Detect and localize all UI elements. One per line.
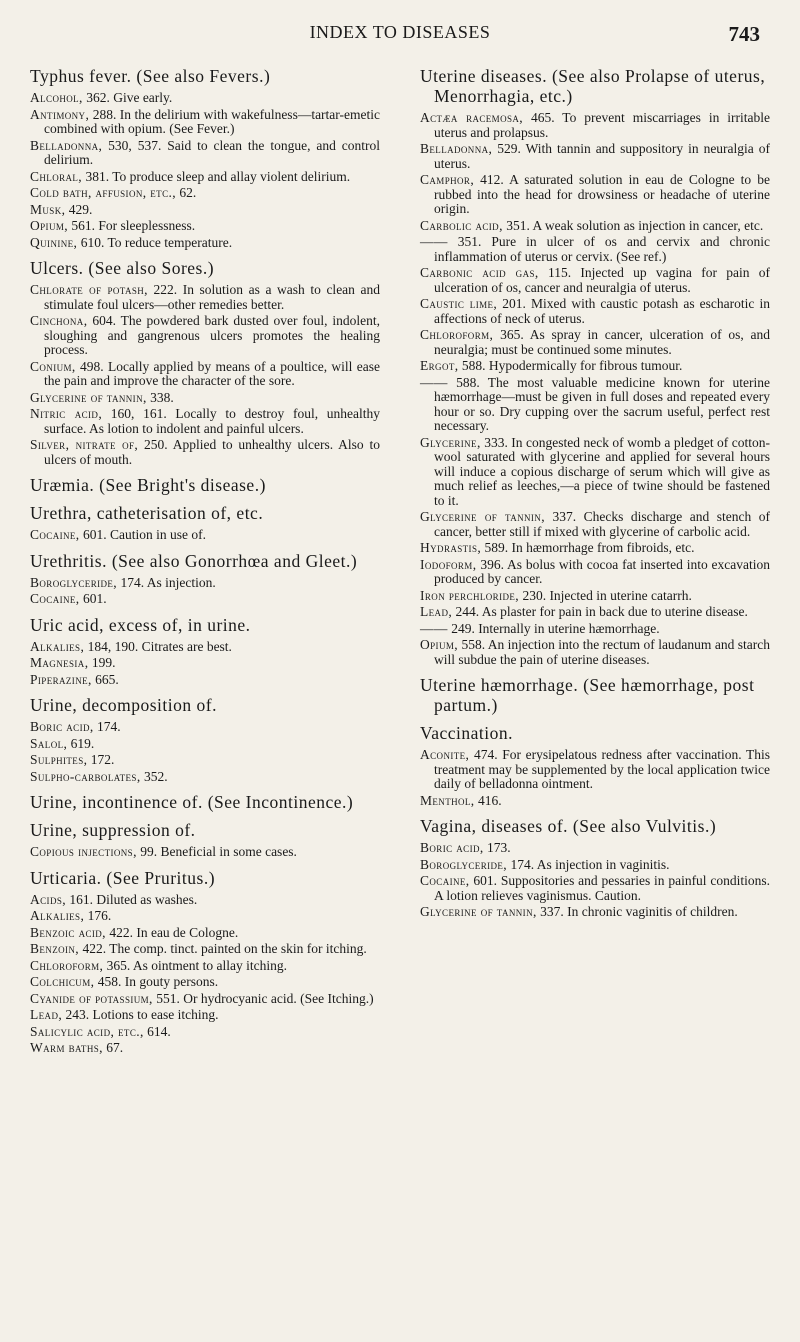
remedy-name: Menthol, [420, 792, 475, 808]
entry-text: 365. As ointment to allay itching. [103, 957, 288, 973]
entry-text: 337. Checks discharge and stench of cancer, better still if mixed with glycerine of carbolic acid. [434, 509, 771, 539]
entry-text: 160, 161. Locally to destroy foul, unhealthy surface. As lotion to indolent and painful ulcers. [44, 406, 380, 436]
remedy-name: Piperazine, [30, 671, 92, 687]
index-entry [30, 893, 380, 908]
index-entry [420, 219, 770, 234]
remedy-name: Glycerine, [420, 434, 481, 450]
remedy-name: Glycerine of tannin, [30, 389, 147, 405]
index-entry [420, 297, 770, 326]
index-heading: Uræmia. (See Bright's disease.) [30, 475, 266, 495]
entry-text: 458. In gouty persons. [94, 974, 219, 989]
entry-text: 161. Diluted as washes. [66, 891, 198, 907]
entry-text: 416. [474, 792, 502, 808]
index-entry [420, 589, 770, 604]
remedy-name: Musk, [30, 201, 66, 217]
index-entry [30, 576, 380, 591]
remedy-name: Belladonna, [30, 137, 103, 153]
index-entry [30, 528, 380, 543]
entry-text: 351. A weak solution as injection in cancer, etc. [502, 217, 764, 233]
entry-text: 601. Caution in use of. [79, 527, 206, 542]
remedy-name: Nitric acid, [30, 406, 103, 421]
remedy-name: Carbolic acid, [420, 217, 503, 233]
entry-text: 176. [84, 908, 112, 923]
entry-text: 601. Suppositories and pessaries in painful conditions. A lotion relieves vaginismus. Caution. [434, 873, 770, 903]
entry-text: 288. In the delirium with wakefulness—tartar-emetic combined with opium. (See Fever.) [44, 106, 380, 136]
page-number: 743 [728, 22, 760, 46]
entry-text: 614. [143, 1023, 171, 1039]
index-entry [420, 436, 770, 509]
remedy-name: Alkalies, [30, 638, 85, 654]
remedy-name: Benzoic acid, [30, 924, 106, 940]
running-title: INDEX TO DISEASES [309, 22, 491, 42]
index-entry [420, 622, 770, 637]
index-entry [420, 111, 770, 140]
index-entry [30, 314, 380, 358]
index-entry [420, 173, 770, 217]
index-entry [420, 558, 770, 587]
index-heading: Uterine hæmorrhage. (See hæmorrhage, post partum.) [420, 675, 755, 715]
entry-text: 99. Beneficial in some cases. [136, 844, 297, 859]
entry-text: 351. Pure in ulcer of os and cervix and chronic inflammation of uterus or cervix. (See ref.) [434, 234, 770, 264]
remedy-name: Camphor, [420, 172, 475, 187]
entry-text: 174. [93, 719, 121, 734]
index-heading: Urine, suppression of. [30, 820, 196, 840]
remedy-name: Boric acid, [420, 840, 484, 855]
index-entry [30, 959, 380, 974]
remedy-name: Iron perchloride, [420, 587, 520, 603]
index-entry [420, 328, 770, 357]
remedy-name: Opium, [420, 637, 459, 652]
remedy-name: Belladonna, [420, 141, 493, 156]
remedy-name: Ergot, [420, 358, 459, 373]
remedy-name: Cocaine, [420, 873, 470, 888]
remedy-name: Chloral, [30, 168, 83, 184]
index-entry [30, 1008, 380, 1023]
entry-text: 396. As bolus with cocoa fat inserted into excavation produced by cancer. [434, 556, 770, 586]
index-entry [420, 142, 770, 171]
entry-text: 589. In hæmorrhage from fibroids, etc. [481, 540, 695, 555]
index-entry [420, 905, 770, 920]
remedy-name: Quinine, [30, 234, 78, 250]
index-entry [30, 673, 380, 688]
entry-text: 530, 537. Said to clean the tongue, and control delirium. [44, 137, 380, 167]
remedy-name: Opium, [30, 218, 69, 233]
remedy-name: Colchicum, [30, 974, 95, 989]
remedy-name: Lead, [420, 604, 453, 619]
entry-text: 588. The most valuable medicine known for uterine hæmorrhage—must be given in full doses and repeated every hour or so. Dry cupping over the sacrum useful, perfect rest necessary. [434, 374, 770, 433]
remedy-name: Sulpho-carbolates, [30, 768, 141, 784]
index-entry [30, 108, 380, 137]
remedy-name: Actæa racemosa, [420, 110, 524, 125]
remedy-name: Aconite, [420, 747, 470, 762]
entry-text: 337. In chronic vaginitis of children. [536, 904, 738, 919]
remedy-name: Boroglyceride, [420, 856, 508, 872]
index-heading: Urine, decomposition of. [30, 695, 217, 715]
index-heading: Typhus fever. (See also Fevers.) [30, 66, 271, 86]
index-entry [30, 753, 380, 768]
index-entry [30, 407, 380, 436]
index-heading: Urethritis. (See also Gonorrhœa and Gleet.) [30, 550, 358, 571]
remedy-name: Salicylic acid, etc., [30, 1023, 144, 1039]
index-entry [30, 170, 380, 185]
remedy-name: Boric acid, [30, 719, 94, 734]
remedy-name: —— [420, 374, 448, 390]
entry-text: 412. A saturated solution in eau de Cologne to be rubbed into the head for drowsiness or headache of uterine origin. [434, 172, 770, 216]
entry-text: 174. As injection in vaginitis. [507, 856, 670, 872]
entry-text: 362. Give early. [82, 90, 173, 105]
index-heading: Urine, incontinence of. (See Incontinence.) [30, 792, 354, 812]
entry-text: 422. In eau de Cologne. [105, 924, 239, 940]
index-entry [30, 942, 380, 957]
remedy-name: Alkalies, [30, 908, 85, 923]
index-entry [420, 794, 770, 809]
remedy-name: Chloroform, [420, 327, 494, 342]
index-entry [30, 975, 380, 990]
remedy-name: Antimony, [30, 106, 90, 122]
remedy-name: Chloroform, [30, 957, 104, 973]
entry-text: 352. [140, 768, 168, 784]
entry-text: 62. [176, 185, 197, 200]
entry-text: 465. To prevent miscarriages in irritable uterus and prolapsus. [434, 110, 770, 140]
entry-text: 222. In solution as a wash to clean and stimulate foul ulcers—other remedies better. [44, 282, 380, 312]
index-entry [30, 770, 380, 785]
remedy-name: Cold bath, affusion, etc., [30, 185, 177, 200]
entry-text: 115. Injected up vagina for pain of ulceration of os, cancer and neuralgia of uterus. [434, 265, 771, 295]
entry-text: 610. To reduce temperature. [77, 234, 233, 250]
index-entry [30, 91, 380, 106]
remedy-name: Cyanide of potassium, [30, 990, 153, 1006]
index-entry [420, 748, 770, 792]
remedy-name: Magnesia, [30, 655, 89, 670]
index-entry [30, 656, 380, 671]
remedy-name: Glycerine of tannin, [420, 509, 545, 524]
entry-text: 365. As spray in cancer, ulceration of os, and neuralgia; must be continued some minutes. [434, 327, 770, 357]
index-entry [420, 638, 770, 667]
index-heading: Urticaria. (See Pruritus.) [30, 867, 216, 888]
entry-text: 561. For sleeplessness. [68, 218, 196, 233]
entry-text: 604. The powdered bark dusted over foul, indolent, sloughing and gangrenous ulcers promotes the healing process. [44, 313, 380, 357]
remedy-name: Conium, [30, 358, 76, 374]
remedy-name: Glycerine of tannin, [420, 904, 537, 919]
remedy-name: Alcohol, [30, 90, 83, 105]
remedy-name: Cinchona, [30, 313, 88, 328]
entry-text: 249. Internally in uterine hæmorrhage. [447, 620, 660, 636]
index-entry [420, 858, 770, 873]
entry-text: 338. [146, 389, 174, 405]
index-entry [30, 219, 380, 234]
entry-text: 184, 190. Citrates are best. [84, 638, 232, 654]
entry-text: 422. The comp. tinct. painted on the skin for itching. [79, 941, 367, 956]
index-entry [420, 359, 770, 374]
index-entry [30, 1025, 380, 1040]
remedy-name: Cocaine, [30, 591, 80, 606]
entry-text: 333. In congested neck of womb a pledget of cotton-wool saturated with glycerine and applied for several hours will induce a copious discharge of serum which will give as much relief as leeches,—a piece of twine should be fastened to it. [434, 434, 770, 508]
remedy-name: Acids, [30, 891, 67, 907]
remedy-name: Lead, [30, 1007, 63, 1022]
remedy-name: Salol, [30, 735, 68, 751]
index-entry [420, 605, 770, 620]
index-entry [30, 926, 380, 941]
index-entry [30, 737, 380, 752]
index-entry [30, 203, 380, 218]
remedy-name: Carbonic acid gas, [420, 265, 539, 280]
index-heading: Uric acid, excess of, in urine. [30, 614, 251, 635]
index-entry [30, 1041, 380, 1056]
entry-text: 250. Applied to unhealthy ulcers. Also to ulcers of mouth. [44, 437, 381, 467]
entry-text: 665. [91, 671, 119, 687]
left-column [30, 58, 380, 1058]
remedy-name: Benzoin, [30, 941, 80, 956]
entry-text: 173. [483, 840, 511, 855]
remedy-name: Boroglyceride, [30, 574, 118, 590]
entry-text: 244. As plaster for pain in back due to uterine disease. [452, 604, 748, 619]
index-entry [30, 360, 380, 389]
entry-text: 601. [79, 591, 107, 606]
remedy-name: Cocaine, [30, 527, 80, 542]
entry-text: 172. [87, 752, 115, 767]
remedy-name: Copious injections, [30, 844, 137, 859]
remedy-name: —— [420, 620, 448, 636]
entry-text: 199. [88, 655, 116, 670]
entry-text: 474. For erysipelatous redness after vaccination. This treatment may be supplemented by the local application twice daily of belladonna ointment. [434, 747, 770, 791]
entry-text: 429. [65, 201, 93, 217]
index-entry [420, 510, 770, 539]
remedy-name: Caustic lime, [420, 296, 498, 311]
entry-text: 498. Locally applied by means of a poultice, will ease the pain and improve the character of the sore. [44, 358, 380, 388]
index-entry [30, 186, 380, 201]
entry-text: 174. As injection. [117, 574, 216, 590]
index-entry [420, 541, 770, 556]
running-head [0, 22, 800, 48]
entry-text: 558. An injection into the rectum of laudanum and starch will subdue the pain of uterine diseases. [434, 637, 770, 667]
remedy-name: Iodoform, [420, 556, 477, 572]
remedy-name: Hydrastis, [420, 540, 482, 555]
remedy-name: Warm baths, [30, 1040, 103, 1055]
index-entry [30, 391, 380, 406]
remedy-name: Silver, nitrate of, [30, 437, 139, 452]
index-entry [30, 139, 380, 168]
index-heading: Vagina, diseases of. (See also Vulvitis.) [420, 816, 717, 836]
index-entry [30, 438, 380, 467]
entry-text: 551. Or hydrocyanic acid. (See Itching.) [152, 990, 374, 1006]
index-entry [420, 874, 770, 903]
entry-text: 381. To produce sleep and allay violent delirium. [82, 168, 351, 184]
entry-text: 619. [67, 735, 95, 751]
index-entry [420, 266, 770, 295]
remedy-name: Chlorate of potash, [30, 282, 148, 297]
entry-text: 230. Injected in uterine catarrh. [519, 587, 692, 603]
remedy-name: Sulphites, [30, 752, 88, 767]
entry-text: 529. With tannin and suppository in neuralgia of uterus. [434, 141, 770, 171]
index-heading: Uterine diseases. (See also Prolapse of uterus, Menorrhagia, etc.) [420, 66, 766, 106]
index-entry [420, 841, 770, 856]
remedy-name: —— [420, 234, 448, 249]
index-entry [30, 845, 380, 860]
index-entry [30, 640, 380, 655]
index-heading: Urethra, catheterisation of, etc. [30, 503, 264, 523]
index-heading: Vaccination. [420, 723, 513, 743]
right-column [420, 58, 770, 922]
index-entry [30, 236, 380, 251]
entry-text: 201. Mixed with caustic potash as escharotic in affections of neck of uterus. [434, 296, 770, 326]
index-entry [30, 592, 380, 607]
entry-text: 243. Lotions to ease itching. [62, 1007, 219, 1022]
entry-text: 588. Hypodermically for fibrous tumour. [458, 358, 683, 373]
index-entry [30, 909, 380, 924]
index-entry [30, 283, 380, 312]
index-entry [30, 992, 380, 1007]
index-entry [30, 720, 380, 735]
index-heading: Ulcers. (See also Sores.) [30, 258, 215, 278]
index-entry [420, 235, 770, 264]
index-entry [420, 376, 770, 434]
entry-text: 67. [102, 1040, 124, 1055]
